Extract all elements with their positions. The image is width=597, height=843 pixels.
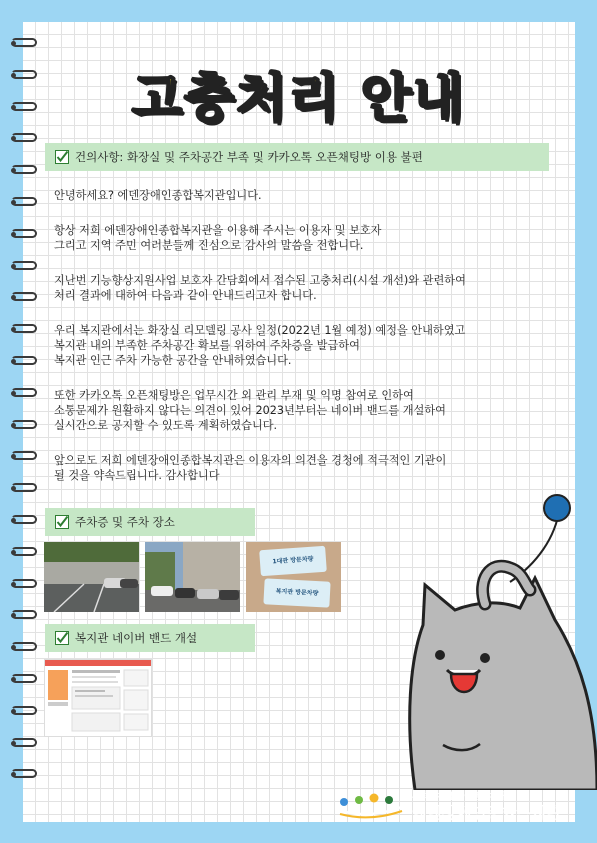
binder-ring <box>11 769 37 778</box>
check-icon <box>55 150 69 164</box>
binder-ring <box>11 547 37 556</box>
binder-ring <box>11 674 37 683</box>
paragraph: 안녕하세요? 에덴장애인종합복지관입니다. <box>54 189 262 202</box>
page-title: 고충처리 안내 <box>131 69 466 129</box>
check-icon <box>55 515 69 529</box>
section-bar-parking <box>45 508 255 536</box>
parking-lot-photo-1 <box>44 542 139 612</box>
paragraph: 항상 저희 에덴장애인종합복지관을 이용해 주시는 이용자 및 보호자 그리고 지역 주민 여러분들께 진심으로 감사의 말씀을 전합니다. <box>54 224 382 252</box>
paragraph: 우리 복지관에서는 화장실 리모델링 공사 일정(2022년 1월 예정) 예정을 안내하였고 복지관 내의 부족한 주차공간 확보를 위하여 주차증을 발급하여 복지관 인근 주차 가능한 공간을 안내하였습니다. <box>54 324 466 367</box>
paragraph: 또한 카카오톡 오픈채팅방은 업무시간 외 관리 부재 및 익명 참여로 인하여 소통문제가 원활하지 않다는 의견이 있어 2023년부터는 네이버 밴드를 개설하여 실시간으로 공지할 수 있도록 계획하였습니다. <box>54 389 446 432</box>
binder-ring <box>11 292 37 301</box>
parking-permit-card: 1대관 방문차량 <box>259 546 327 577</box>
parking-permit-card: 복지관 방문차량 <box>263 578 330 607</box>
binder-ring <box>11 324 37 333</box>
binder-ring <box>11 483 37 492</box>
section-bar-band <box>45 624 255 652</box>
section-bar-complaint <box>45 143 549 171</box>
binder-ring <box>11 642 37 651</box>
naver-band-screenshot <box>44 659 152 737</box>
binder-ring <box>11 388 37 397</box>
parking-permit-photo <box>246 542 341 612</box>
check-icon <box>55 631 69 645</box>
binder-ring <box>11 38 37 47</box>
binder-ring <box>11 420 37 429</box>
binder-ring <box>11 165 37 174</box>
binder-ring <box>11 356 37 365</box>
binder-ring <box>11 738 37 747</box>
binder-ring <box>11 706 37 715</box>
section-label: 주차증 및 주차 장소 <box>75 515 175 529</box>
notice-body <box>54 188 554 503</box>
paragraph: 앞으로도 저희 에덴장애인종합복지관은 이용자의 의견을 경청에 적극적인 기관이 될 것을 약속드립니다. 감사합니다 <box>54 454 447 482</box>
binder-ring <box>11 133 37 142</box>
binder-ring <box>11 197 37 206</box>
binder-ring <box>11 261 37 270</box>
binder-ring <box>11 229 37 238</box>
binder-ring <box>11 515 37 524</box>
section-label: 건의사항: 화장실 및 주차공간 부족 및 카카오톡 오픈채팅방 이용 불편 <box>75 150 423 164</box>
binder-ring <box>11 451 37 460</box>
organization-name: 에덴장애인종합복지관 <box>412 804 562 822</box>
section-label: 복지관 네이버 밴드 개설 <box>75 631 198 645</box>
foundation-name: 사회복지법인 에덴복지재단 <box>412 792 514 802</box>
binder-ring <box>11 579 37 588</box>
parking-lot-photo-2 <box>145 542 240 612</box>
organization-logo-icon <box>334 792 408 820</box>
cat-mascot-illustration <box>385 490 597 790</box>
paragraph: 지난번 기능향상지원사업 보호자 간담회에서 접수된 고충처리(시설 개선)와 관련하여 처리 결과에 대하여 다음과 같이 안내드리고자 합니다. <box>54 274 466 302</box>
binder-ring <box>11 610 37 619</box>
binder-rings <box>11 38 41 808</box>
